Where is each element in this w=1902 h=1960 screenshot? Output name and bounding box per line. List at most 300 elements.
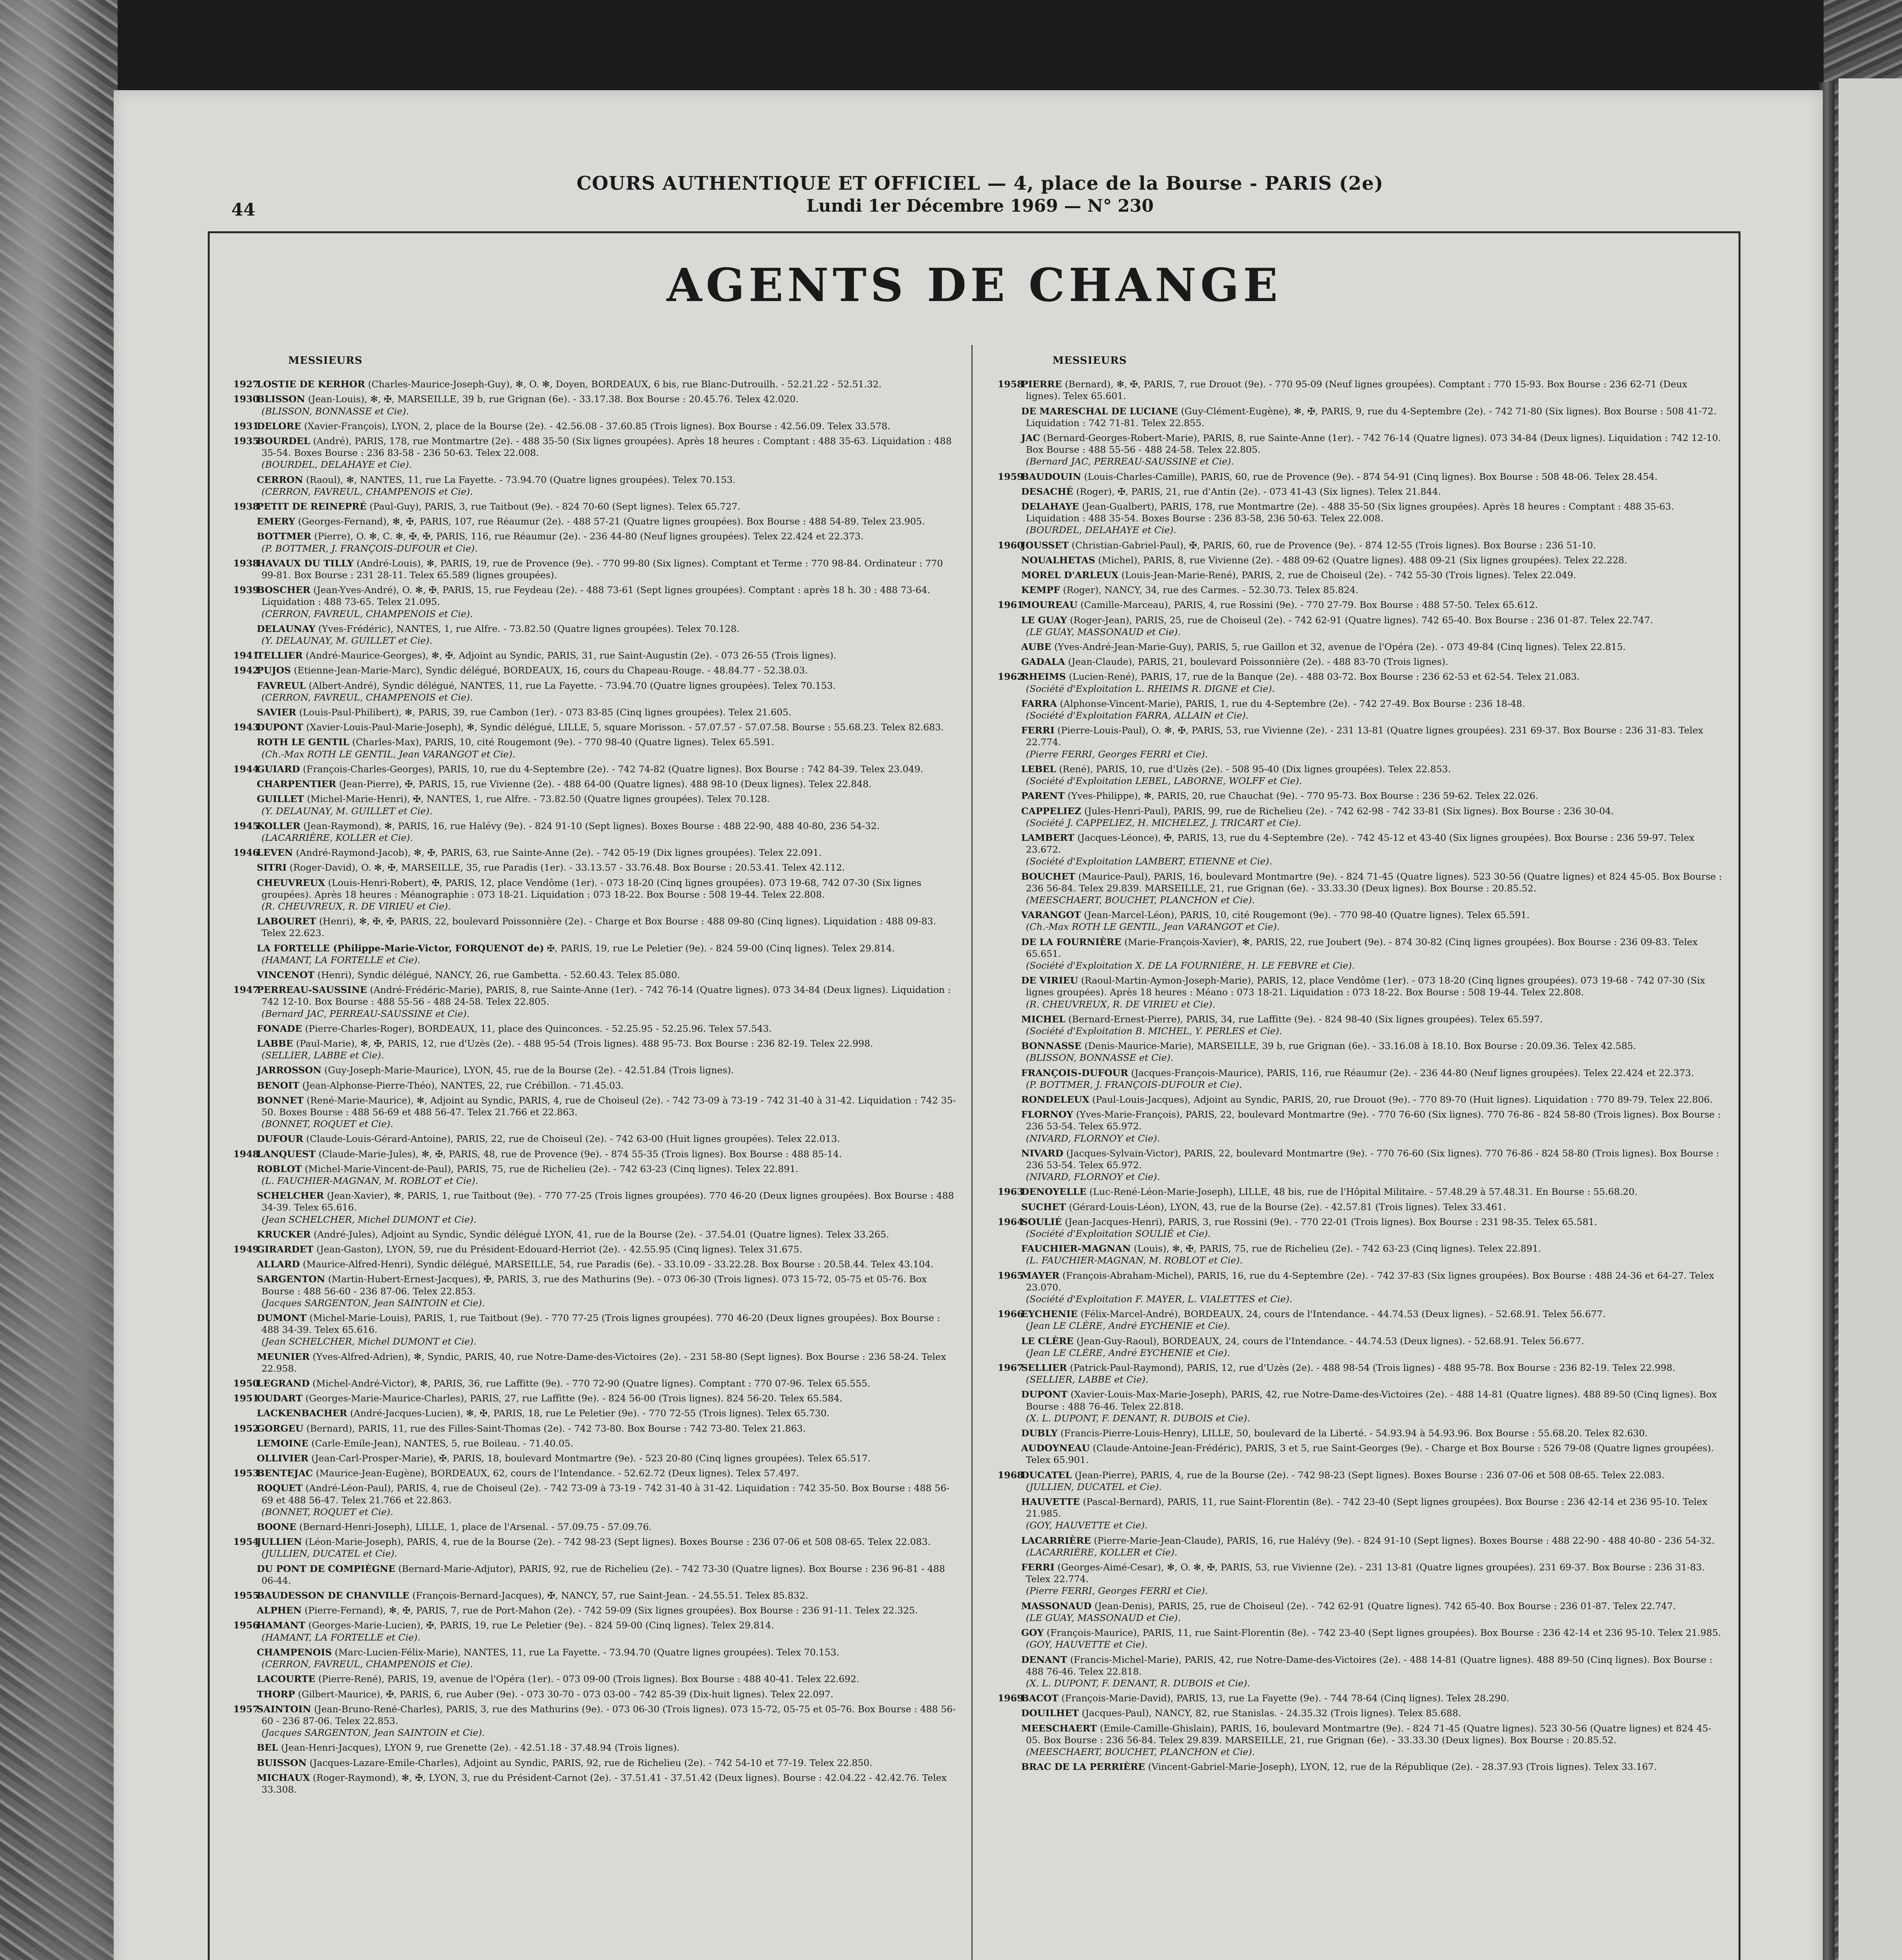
agent-entry: [998, 378, 1723, 402]
entry-body: [1021, 1335, 1723, 1359]
agent-name: TELLIER: [257, 650, 303, 661]
agent-details: (Patrick-Paul-Raymond), PARIS, 12, rue d'Uzès (2e). - 488 98-54 (Trois lignes) - 488 95-78. Box Bourse : 236 82-19. Telex 22.998.: [1070, 1362, 1675, 1374]
agent-entry: [233, 650, 958, 661]
entry-body: [257, 1312, 958, 1348]
agent-entry: [233, 969, 958, 981]
firm-name: (L. FAUCHIER-MAGNAN, M. ROBLOT et Cie).: [261, 1175, 478, 1186]
agent-name: ROBLOT: [257, 1163, 302, 1174]
entry-year: [998, 975, 1021, 1010]
firm-name: (Y. DELAUNAY, M. GUILLET et Cie).: [261, 635, 432, 646]
agent-name: HAUVETTE: [1021, 1496, 1080, 1508]
agent-name: BAUDESSON DE CHANVILLE: [257, 1590, 410, 1601]
agent-name: LABBE: [257, 1038, 293, 1049]
firm-name: (Y. DELAUNAY, M. GUILLET et Cie).: [261, 805, 432, 817]
agent-name: DOUILHET: [1021, 1708, 1079, 1719]
agent-entry: [998, 1535, 1723, 1558]
entry-year: 1962: [998, 671, 1024, 682]
entry-year: [233, 1080, 257, 1091]
agent-details: (François-Charles-Georges), PARIS, 10, rue du 4-Septembre (2e). - 742 74-82 (Quatre lignes). Box Bourse : 742 84-39. Telex 23.049.: [303, 763, 924, 775]
entry-year: [998, 569, 1021, 581]
agent-entry: [998, 569, 1723, 581]
entry-body: [1021, 724, 1723, 760]
entry-year: [998, 501, 1021, 536]
entry-body: [257, 474, 958, 497]
entry-year: [998, 554, 1021, 566]
entry-year: [998, 909, 1021, 933]
agent-name: PETIT DE REINEPRÉ: [257, 501, 367, 512]
agent-details: ✠, PARIS, 19, rue Le Peletier (9e). - 824 59-00 (Cinq lignes). Telex 29.814.: [547, 942, 895, 954]
agent-details: (Alphonse-Vincent-Marie), PARIS, 1, rue du 4-Septembre (2e). - 742 27-49. Box Bourse : 236 18-48.: [1060, 698, 1525, 709]
agent-entry: [233, 1452, 958, 1464]
agent-name: LA FORTELLE (Philippe-Marie-Victor, FORQUENOT de): [257, 942, 544, 954]
agent-name: BOONE: [257, 1521, 297, 1533]
agent-entry: [233, 1163, 958, 1187]
agent-name: BOTTMER: [257, 531, 311, 542]
agent-details: (Bernard), ✻, ✠, PARIS, 7, rue Drouot (9e). - 770 95-09 (Neuf lignes groupées). Comptant : 770 15-93. Box Bourse : 236 62-71 (Deux lignes). Telex 65.601.: [1026, 379, 1688, 402]
firm-name: (Jean LE CLÈRE, André EYCHENIE et Cie).: [1026, 1320, 1230, 1332]
firm-name: (Pierre FERRI, Georges FERRI et Cie).: [1026, 1585, 1208, 1597]
agent-entry: [998, 1335, 1723, 1359]
agent-entry: [233, 721, 958, 733]
entry-body: [257, 942, 958, 966]
agent-details: (Yves-Frédéric), NANTES, 1, rue Alfre. - 73.82.50 (Quatre lignes groupées). Telex 70.128.: [318, 623, 740, 634]
agent-details: (Marc-Lucien-Félix-Marie), NANTES, 11, rue La Fayette. - 73.94.70 (Quatre lignes groupées). Telex 70.153.: [334, 1646, 840, 1658]
agent-entry: [998, 599, 1723, 611]
agent-details: (Bernard), PARIS, 11, rue des Filles-Saint-Thomas (2e). - 742 73-80. Box Bourse : 742 73-80. Telex 21.863.: [306, 1423, 806, 1434]
agent-name: DUCATEL: [1021, 1469, 1072, 1481]
agent-entry: [233, 584, 958, 620]
agent-entry: [233, 736, 958, 760]
messieurs-label: MESSIEURS: [288, 355, 363, 367]
entry-year: [998, 1147, 1021, 1183]
entry-year: 1941: [233, 650, 259, 661]
agent-name: OLLIVIER: [257, 1453, 309, 1464]
agent-details: (André-Jules), Adjoint au Syndic, Syndic délégué LYON, 41, rue de la Bourse (2e). - 37.54.01 (Quatre lignes). Telex 33.265.: [314, 1229, 889, 1240]
entry-year: 1945: [233, 820, 259, 831]
entry-year: [998, 871, 1021, 906]
agent-name: LACOURTE: [257, 1673, 316, 1685]
agent-details: (Guy-Clément-Eugène), ✻, ✠, PARIS, 9, rue du 4-Septembre (2e). - 742 71-80 (Six lignes). Box Bourse : 508 41-72. Liquidation : 742 71-81. Telex 22.855.: [1026, 405, 1717, 428]
agent-entry: [233, 1080, 958, 1091]
entry-year: [233, 969, 257, 981]
agent-name: HAVAUX DU TILLY: [257, 557, 354, 569]
agent-entry: [233, 1273, 958, 1309]
entry-body: [1021, 671, 1723, 694]
firm-name: (NIVARD, FLORNOY et Cie).: [1026, 1171, 1160, 1183]
entry-year: [998, 432, 1021, 468]
entry-year: 1951: [233, 1393, 259, 1404]
agent-name: PUJOS: [257, 665, 291, 676]
entry-year: [233, 1742, 257, 1753]
agent-name: JOUSSET: [1021, 539, 1069, 551]
entry-year: 1963: [998, 1186, 1024, 1198]
agent-entry: [998, 871, 1723, 906]
entry-year: [998, 614, 1021, 638]
entry-year: 1943: [233, 722, 259, 733]
entry-year: [233, 1094, 257, 1130]
entry-year: [998, 584, 1021, 596]
entry-body: [257, 1377, 958, 1389]
agent-details: (Raoul), ✻, NANTES, 11, rue La Fayette. - 73.94.70 (Quatre lignes groupées). Telex 70.153.: [306, 474, 736, 485]
entry-year: [233, 1351, 257, 1374]
firm-name: (BLISSON, BONNASSE et Cie).: [1026, 1052, 1174, 1063]
entry-year: [998, 1094, 1021, 1105]
agent-name: BOURDEL: [257, 436, 310, 447]
agent-name: ALPHEN: [257, 1605, 302, 1616]
agent-details: (Jean-Jacques-Henri), PARIS, 3, rue Rossini (9e). - 770 22-01 (Trois lignes). Box Bourse : 231 98-35. Telex 65.581.: [1065, 1216, 1597, 1227]
entry-body: [257, 1163, 958, 1187]
agent-name: VARANGOT: [1021, 909, 1081, 921]
agent-entry: [998, 1427, 1723, 1439]
agent-details: (Georges-Aimé-Cesar), ✻, O. ✻, ✠, PARIS, 53, rue Vivienne (2e). - 231 13-81 (Quatre lignes groupées). 231 69-37. Box Bourse : 236 31-83. Telex 22.774.: [1026, 1562, 1705, 1585]
entry-year: 1959: [998, 471, 1024, 482]
agent-name: DE VIRIEU: [1021, 975, 1078, 986]
entry-body: [257, 1521, 958, 1533]
entry-year: [998, 790, 1021, 802]
agent-details: (Claude-Marie-Jules), ✻, ✠, PARIS, 48, rue de Provence (9e). - 874 55-35 (Trois lignes). Box Bourse : 488 85-14.: [318, 1148, 842, 1160]
entry-body: [257, 1094, 958, 1130]
entry-body: [1021, 1147, 1723, 1183]
agent-entry: [998, 1308, 1723, 1332]
agent-name: BAUDOUIN: [1021, 471, 1082, 482]
agent-entry: [233, 680, 958, 703]
entry-year: [998, 656, 1021, 668]
firm-name: (Jean SCHELCHER, Michel DUMONT et Cie).: [261, 1336, 477, 1347]
firm-name: (BOURDEL, DELAHAYE et Cie).: [1026, 524, 1176, 536]
entry-body: [1021, 1496, 1723, 1532]
agent-name: DELORE: [257, 420, 301, 432]
agent-details: (Paul-Guy), PARIS, 3, rue Taitbout (9e). - 824 70-60 (Sept lignes). Telex 65.727.: [369, 501, 740, 512]
entry-year: 1969: [998, 1693, 1024, 1704]
entry-body: [1021, 936, 1723, 972]
entry-year: [998, 1442, 1021, 1466]
agent-details: (Jacques-Paul), NANCY, 82, rue Stanislas. - 24.35.32 (Trois lignes). Telex 85.688.: [1082, 1708, 1461, 1719]
entry-body: [1021, 698, 1723, 721]
entry-year: [233, 1521, 257, 1533]
entry-year: [998, 1243, 1021, 1266]
agent-details: (Félix-Marcel-André), BORDEAUX, 24, cours de l'Intendance. - 44.74.53 (Deux lignes). - 52.68.91. Telex 56.677.: [1080, 1308, 1606, 1320]
entry-body: [1021, 1216, 1723, 1240]
agent-entry: [233, 664, 958, 676]
entry-body: [257, 1423, 958, 1434]
entry-year: [233, 1273, 257, 1309]
firm-name: (Jean LE CLÈRE, André EYCHENIE et Cie).: [1026, 1347, 1230, 1358]
firm-name: (BONNET, ROQUET et Cie).: [261, 1506, 394, 1517]
agent-name: GADALA: [1021, 656, 1065, 668]
firm-name: (SELLIER, LABBE et Cie).: [1026, 1374, 1149, 1385]
agent-entry: [998, 724, 1723, 760]
agent-details: (Michel), PARIS, 8, rue Vivienne (2e). - 488 09-62 (Quatre lignes). 488 09-21 (Six lignes groupées). Telex 22.228.: [1098, 554, 1627, 566]
entry-year: [233, 1646, 257, 1670]
agent-details: (Gérard-Louis-Léon), LYON, 43, rue de la Bourse (2e). - 42.57.81 (Trois lignes). Telex 33.461.: [1069, 1201, 1506, 1212]
entry-body: [257, 650, 958, 661]
entry-body: [1021, 1186, 1723, 1198]
entry-year: 1946: [233, 847, 259, 858]
firm-name: (Société d'Exploitation F. MAYER, L. VIALETTES et Cie).: [1026, 1294, 1292, 1305]
entry-body: [1021, 614, 1723, 638]
agent-name: LEGRAND: [257, 1378, 310, 1389]
agent-details: (Louis), ✻, ✠, PARIS, 75, rue de Richelieu (2e). - 742 63-23 (Cinq lignes). Telex 22.891.: [1134, 1243, 1541, 1254]
agent-entry: [998, 1600, 1723, 1624]
agent-entry: [233, 1688, 958, 1700]
agent-details: (Pierre-Louis-Paul), O. ✻, ✠, PARIS, 53, rue Vivienne (2e). - 231 13-81 (Quatre lignes groupées). 231 69-37. Box Bourse : 236 31-83. Telex 22.774.: [1026, 725, 1703, 748]
agent-entry: [233, 1392, 958, 1404]
agent-details: (Pierre-Charles-Roger), BORDEAUX, 11, place des Quinconces. - 52.25.95 - 52.25.96. Telex 57.543.: [305, 1023, 772, 1034]
agent-entry: [998, 471, 1723, 483]
agent-name: MOREL D'ARLEUX: [1021, 570, 1119, 581]
entry-body: [1021, 599, 1723, 611]
firm-name: (Bernard JAC, PERREAU-SAUSSINE et Cie).: [261, 1008, 470, 1019]
agent-entry: [233, 1351, 958, 1374]
entry-year: 1967: [998, 1362, 1024, 1374]
agent-details: (Yves-Alfred-Adrien), ✻, Syndic, PARIS, 40, rue Notre-Dame-des-Victoires (2e). - 231 58-80 (Sept lignes). Box Bourse : 236 58-24. Telex 22.958.: [261, 1351, 946, 1374]
agent-details: (Francis-Pierre-Louis-Henry), LILLE, 50, boulevard de la Liberté. - 54.93.94 à 54.93.96. Box Bourse : 55.68.20. Telex 82.630.: [1060, 1428, 1648, 1439]
agent-entry: [233, 1563, 958, 1586]
agent-entry: [233, 942, 958, 966]
header-line-1: COURS AUTHENTIQUE ET OFFICIEL — 4, place de la Bourse - PARIS (2e): [576, 172, 1384, 194]
entry-year: [233, 1688, 257, 1700]
agent-name: BENTEJAC: [257, 1468, 313, 1479]
agent-details: (Pierre-Fernand), ✻, ✠, PARIS, 7, rue de Port-Mahon (2e). - 742 59-09 (Six lignes groupées). Box Bourse : 236 91-11. Telex 22.325.: [304, 1605, 918, 1616]
agent-details: (Camille-Marceau), PARIS, 4, rue Rossini (9e). - 770 27-79. Box Bourse : 488 57-50. Telex 65.612.: [1080, 599, 1538, 611]
entry-year: 1938: [233, 557, 259, 569]
agent-details: (Georges-Marie-Maurice-Charles), PARIS, 27, rue Laffitte (9e). - 824 56-00 (Trois lignes). 824 56-20. Telex 65.584.: [305, 1393, 843, 1404]
agent-details: (Paul-Marie), ✻, ✠, PARIS, 12, rue d'Uzès (2e). - 488 95-54 (Trois lignes). 488 95-73. Box Bourse : 236 82-19. Telex 22.998.: [296, 1038, 873, 1049]
agent-details: (André-Jacques-Lucien), ✻, ✠, PARIS, 18, rue Le Peletier (9e). - 770 72-55 (Trois lignes). Telex 65.730.: [350, 1408, 830, 1419]
entry-body: [1021, 1707, 1723, 1719]
agent-entry: [233, 501, 958, 512]
firm-name: (Ch.-Max ROTH LE GENTIL, Jean VARANGOT et Cie).: [1026, 921, 1280, 933]
agent-entry: [233, 847, 958, 858]
agent-entry: [998, 641, 1723, 653]
agent-entry: [233, 862, 958, 873]
agent-entry: [998, 805, 1723, 829]
entry-body: [257, 820, 958, 844]
entry-year: [998, 405, 1021, 429]
entry-year: [998, 1013, 1021, 1037]
agent-details: (Christian-Gabriel-Paul), ✠, PARIS, 60, rue de Provence (9e). - 874 12-55 (Trois lignes). Box Bourse : 236 51-10.: [1071, 539, 1596, 551]
agent-details: (Pierre-Marie-Jean-Claude), PARIS, 16, rue Halévy (9e). - 824 91-10 (Sept lignes). Boxes Bourse : 488 22-90 - 488 40-80 - 236 54-32.: [1094, 1535, 1715, 1546]
agent-entry: [998, 1013, 1723, 1037]
entry-body: [257, 1437, 958, 1449]
firm-name: (BLISSON, BONNASSE et Cie).: [261, 405, 409, 417]
entry-year: [233, 1437, 257, 1449]
agent-name: FRANÇOIS-DUFOUR: [1021, 1067, 1128, 1078]
agent-name: MASSONAUD: [1021, 1600, 1092, 1612]
entry-body: [1021, 1427, 1723, 1439]
agent-details: (Denis-Maurice-Marie), MARSEILLE, 39 b, rue Grignan (6e). - 33.16.08 à 18.10. Box Bourse : 20.09.36. Telex 42.585.: [1084, 1040, 1636, 1052]
agent-name: NOUALHETAS: [1021, 554, 1095, 566]
entry-year: [998, 1388, 1021, 1424]
agent-name: LE GUAY: [1021, 614, 1067, 626]
agent-entry: [233, 1590, 958, 1601]
agent-entry: [998, 1362, 1723, 1385]
agent-name: BONNET: [257, 1094, 304, 1106]
agent-details: (Vincent-Gabriel-Marie-Joseph), LYON, 12, rue de la République (2e). - 28.37.93 (Trois lignes). Telex 33.167.: [1148, 1761, 1657, 1773]
agent-entry: [233, 1407, 958, 1419]
entry-year: [998, 1600, 1021, 1624]
entry-year: [233, 1023, 257, 1034]
agent-entry: [998, 1067, 1723, 1091]
next-page-edge: [1838, 78, 1902, 1960]
agent-name: GORGEU: [257, 1423, 304, 1434]
agent-entry: [998, 656, 1723, 668]
entry-body: [1021, 1600, 1723, 1624]
entry-body: [257, 1273, 958, 1309]
firm-name: (Société d'Exploitation LAMBERT, ETIENNE et Cie).: [1026, 856, 1272, 867]
agent-name: RONDELEUX: [1021, 1094, 1089, 1105]
agent-details: (Michel-Marie-Louis), PARIS, 1, rue Taitbout (9e). - 770 77-25 (Trois lignes groupées). 770 46-20 (Deux lignes groupées). Box Bourse : 488 34-39. Telex 65.616.: [261, 1312, 940, 1336]
agent-name: FLORNOY: [1021, 1109, 1073, 1120]
agent-entry: [998, 486, 1723, 497]
entry-body: [1021, 1535, 1723, 1558]
agent-details: (Roger-Raymond), ✻, ✠, LYON, 3, rue du Président-Carnot (2e). - 37.51.41 - 37.51.42 (Deux lignes). Bourse : 42.04.22 - 42.42.76. Telex 33.308.: [261, 1772, 947, 1795]
agent-entry: [233, 1064, 958, 1076]
entry-year: 1939: [233, 584, 259, 596]
agent-entry: [233, 435, 958, 471]
entry-body: [257, 1646, 958, 1670]
entry-body: [257, 378, 958, 390]
firm-name: (JULLIEN, DUCATEL et Cie).: [261, 1548, 397, 1559]
entry-year: 1966: [998, 1308, 1024, 1320]
entry-body: [1021, 641, 1723, 653]
entry-body: [1021, 1388, 1723, 1424]
firm-name: (BOURDEL, DELAHAYE et Cie).: [261, 459, 412, 470]
entry-body: [257, 420, 958, 432]
agent-details: (Charles-Max), PARIS, 10, cité Rougemont (9e). - 770 98-40 (Quatre lignes). Telex 65.591.: [352, 737, 775, 748]
entry-year: [233, 915, 257, 939]
agent-name: AUBE: [1021, 641, 1051, 653]
agent-entry: [998, 1040, 1723, 1063]
entry-body: [257, 1536, 958, 1559]
agent-name: CAPPELIEZ: [1021, 805, 1082, 817]
entry-body: [257, 877, 958, 913]
agent-name: LEMOINE: [257, 1437, 309, 1449]
agent-name: GIRARDET: [257, 1244, 314, 1255]
entry-body: [1021, 1201, 1723, 1213]
agent-entry: [998, 1627, 1723, 1650]
entry-body: [1021, 1692, 1723, 1704]
entry-body: [1021, 584, 1723, 596]
entry-body: [257, 706, 958, 718]
firm-name: (CERRON, FAVREUL, CHAMPENOIS et Cie).: [261, 691, 473, 703]
entry-body: [257, 1452, 958, 1464]
entry-body: [257, 1619, 958, 1643]
entry-body: [1021, 975, 1723, 1010]
agent-name: LOSTIE DE KERHOR: [257, 379, 365, 390]
entry-body: [257, 736, 958, 760]
agent-name: KRUCKER: [257, 1229, 311, 1240]
agent-details: (Martin-Hubert-Ernest-Jacques), ✠, PARIS, 3, rue des Mathurins (9e). - 073 06-30 (Trois lignes). 073 15-72, 05-75 et 05-76. Box Bourse : 488 56-60 - 236 87-06. Telex 22.853.: [261, 1274, 927, 1297]
entry-body: [257, 1772, 958, 1795]
entry-year: [998, 1201, 1021, 1213]
agent-details: (François-Abraham-Michel), PARIS, 16, rue du 4-Septembre (2e). - 742 37-83 (Six lignes groupées). Box Bourse : 488 24-36 et 64-27. Telex 23.070.: [1026, 1270, 1714, 1293]
entry-year: [998, 1707, 1021, 1719]
entry-year: 1965: [998, 1270, 1024, 1281]
entry-year: [233, 1258, 257, 1270]
entry-body: [1021, 1761, 1723, 1773]
entry-year: [233, 1229, 257, 1240]
agent-name: DUPONT: [257, 722, 303, 733]
agent-entry: [998, 614, 1723, 638]
agent-name: SITRI: [257, 862, 287, 873]
entry-year: 1955: [233, 1590, 259, 1601]
entry-body: [1021, 471, 1723, 483]
entry-body: [1021, 1270, 1723, 1305]
agent-entry: [998, 909, 1723, 933]
agent-name: LEVEN: [257, 847, 293, 858]
agent-details: (Jean-Guy-Raoul), BORDEAUX, 24, cours de l'Intendance. - 44.74.53 (Deux lignes). - 52.68.91. Telex 56.677.: [1076, 1335, 1584, 1347]
firm-name: (JULLIEN, DUCATEL et Cie).: [1026, 1481, 1162, 1492]
entry-body: [257, 1688, 958, 1700]
agent-details: (André-Frédéric-Marie), PARIS, 8, rue Sainte-Anne (1er). - 742 76-14 (Quatre lignes). 073 34-84 (Deux lignes). Liquidation : 742 12-10. Box Bourse : 488 55-56 - 488 24-58. Telex 22.805.: [261, 984, 951, 1007]
agent-name: DELAUNAY: [257, 623, 316, 634]
entry-year: [233, 1452, 257, 1464]
entry-year: 1948: [233, 1148, 259, 1160]
entry-year: [233, 862, 257, 873]
entry-body: [257, 1482, 958, 1518]
firm-name: (Jean SCHELCHER, Michel DUMONT et Cie).: [261, 1214, 477, 1225]
agent-details: (Pierre-René), PARIS, 19, avenue de l'Opéra (1er). - 073 09-00 (Trois lignes). Box Bourse : 488 40-41. Telex 22.692.: [318, 1673, 860, 1685]
agent-entry: [233, 1742, 958, 1753]
entry-year: [233, 706, 257, 718]
agent-name: MICHAUX: [257, 1772, 310, 1783]
entry-body: [257, 530, 958, 554]
agent-entry: [233, 1772, 958, 1795]
agent-name: FONADE: [257, 1023, 302, 1034]
entry-year: 1956: [233, 1620, 259, 1631]
entry-year: 1942: [233, 665, 259, 676]
entry-year: [233, 1757, 257, 1769]
firm-name: (SELLIER, LABBE et Cie).: [261, 1050, 384, 1061]
agent-entry: [998, 790, 1723, 802]
agent-entry: [998, 1561, 1723, 1597]
firm-name: (CERRON, FAVREUL, CHAMPENOIS et Cie).: [261, 1659, 473, 1670]
agent-details: (Bernard-Marie-Adjutor), PARIS, 92, rue de Richelieu (2e). - 742 73-30 (Quatre lignes). Box Bourse : 236 96-81 - 488 06-44.: [261, 1563, 945, 1586]
entry-body: [257, 1038, 958, 1061]
agent-entry: [998, 1469, 1723, 1493]
left-entry-list: [233, 378, 958, 1795]
firm-name: (CERRON, FAVREUL, CHAMPENOIS et Cie).: [261, 486, 473, 497]
agent-details: (Yves-Marie-François), PARIS, 22, boulevard Montmartre (9e). - 770 76-60 (Six lignes). 770 76-86 - 824 58-80 (Trois lignes). Box Bourse : 236 53-54. Telex 65.972.: [1026, 1109, 1721, 1132]
agent-entry: [233, 557, 958, 581]
firm-name: (GOY, HAUVETTE et Cie).: [1026, 1520, 1148, 1531]
agent-name: CHAMPENOIS: [257, 1646, 332, 1658]
firm-name: (LE GUAY, MASSONAUD et Cie).: [1026, 1612, 1181, 1623]
agent-details: (Jean-Bruno-René-Charles), PARIS, 3, rue des Mathurins (9e). - 073 06-30 (Trois lignes). 073 15-72, 05-75 et 05-76. Box Bourse : 488 56-60 - 236 87-06. Telex 22.853.: [261, 1703, 956, 1726]
agent-details: (Jules-Henri-Paul), PARIS, 99, rue de Richelieu (2e). - 742 62-98 - 742 33-81 (Six lignes). Box Bourse : 236 30-04.: [1084, 805, 1614, 817]
agent-name: CHARPENTIER: [257, 779, 336, 790]
firm-name: (Pierre FERRI, Georges FERRI et Cie).: [1026, 748, 1208, 760]
agent-details: (Bernard-Georges-Robert-Marie), PARIS, 8, rue Sainte-Anne (1er). - 742 76-14 (Quatre lignes). 073 34-84 (Deux lignes). Liquidation : 742 12-10. Box Bourse : 488 55-56 - 488 24-58. Telex 22.805.: [1026, 432, 1721, 456]
agent-entry: [998, 584, 1723, 596]
agent-details: (André-Léon-Paul), PARIS, 4, rue de Choiseul (2e). - 742 73-09 à 73-19 - 742 31-40 à 31-42. Liquidation : 742 35-50. Box Bourse : 488 56-69 et 488 56-47. Telex 21.766 et 22.863.: [261, 1483, 950, 1506]
entry-year: 1964: [998, 1216, 1024, 1227]
firm-name: (LE GUAY, MASSONAUD et Cie).: [1026, 626, 1181, 637]
entry-body: [257, 435, 958, 471]
entry-body: [1021, 539, 1723, 551]
agent-name: LACARRIÈRE: [1021, 1535, 1091, 1546]
agent-entry: [233, 515, 958, 527]
agent-name: LACKENBACHER: [257, 1408, 347, 1419]
entry-year: [233, 1190, 257, 1225]
agent-entry: [998, 405, 1723, 429]
agent-entry: [998, 698, 1723, 721]
agent-entry: [998, 1216, 1723, 1240]
agent-entry: [233, 820, 958, 844]
agent-details: (Jacques-Sylvain-Victor), PARIS, 22, boulevard Montmartre (9e). - 770 76-60 (Six lignes). 770 76-86 - 824 58-80 (Trois lignes). Box Bourse : 236 53-54. Telex 65.972.: [1026, 1147, 1719, 1171]
entry-year: 1935: [233, 436, 259, 447]
